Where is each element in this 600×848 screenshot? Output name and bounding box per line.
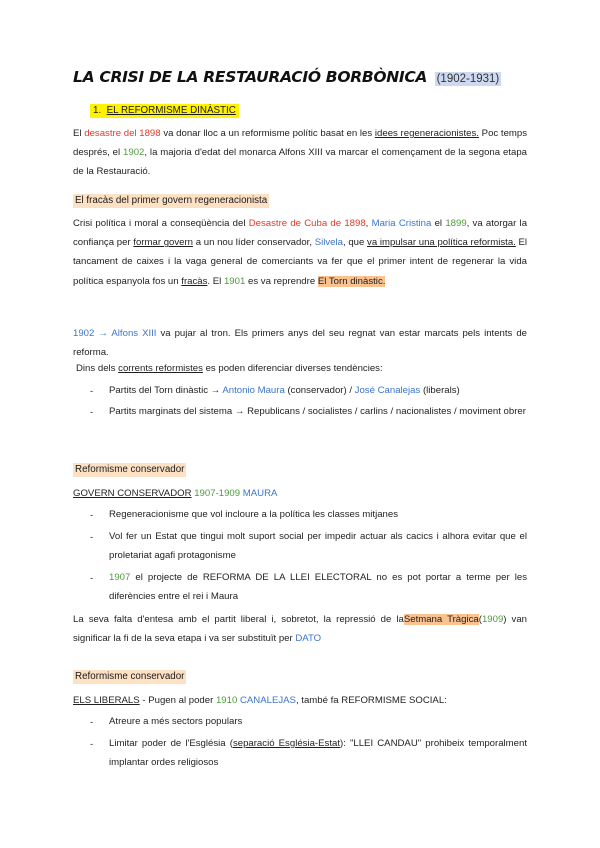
title-years: (1902-1931) [436,73,500,85]
bullet-dash: - [90,407,94,418]
govern-conservador-line: GOVERN CONSERVADOR 1907-1909 MAURA [73,488,278,499]
section-title: EL REFORMISME DINÀSTIC [106,105,236,116]
alfons-xiii: Alfons XIII [111,328,157,339]
list-item: Partits del Torn dinàstic → Antonio Maura (conservador) / José Canalejas (liberals) [109,385,460,396]
silvela: Silvela [314,237,343,249]
dato: DATO [295,633,322,645]
bullet-dash: - [90,532,94,543]
subheading-liberals: Reformisme conservador [75,671,185,682]
bullet-dash: - [90,573,94,584]
section-heading-reformisme [90,104,239,118]
bullet-dash: - [90,717,94,728]
page-title [73,68,501,87]
year-1902: 1902 [123,147,145,159]
idees-regeneracionistes: idees regeneracionistes. [374,128,479,139]
alfons-paragraph: 1902 → Alfons XIII va pujar al tron. Els primers anys del seu regnat van estar marcats pels intents de reforma. [73,328,527,359]
corrents-line: Dins dels corrents reformistes es poden diferenciar diverses tendències: [76,363,383,374]
setmana-tragica: Setmana Tràgica [403,614,479,625]
bullet-dash: - [90,739,94,750]
maria-cristina: Maria Cristina [371,218,432,229]
list-item: Limitar poder de l'Església (separació Església-Estat): "LLEI CANDAU" prohibeix temporalment implantar ordes religiosos [109,738,527,769]
desastre-1898: desastre del 1898 [84,128,161,139]
list-item: Atreure a més sectors populars [109,716,243,727]
desastre-cuba: Desastre de Cuba de 1898 [248,218,366,229]
list-item: Partits marginats del sistema → Republicans / socialistes / carlins / nacionalistes / moviment obrer [109,406,526,417]
fracas-paragraph: Crisi política i moral a conseqüència del Desastre de Cuba de 1898, Maria Cristina el 1899, va atorgar la confiança per formar govern a un nou líder conservador, Silvela, que va impulsar una política reformista. El tancament de caixes i la vaga general de comerciants va fer que el primer intent de regenerar la vida política espanyola fos un fracàs. El 1901 es va reprendre El Torn dinàstic. [73,218,528,287]
title-main: LA CRISI DE LA RESTAURACIÓ BORBÒNICA [73,68,428,86]
liberals-line: ELS LIBERALS - Pugen al poder 1910 CANALEJAS, també fa REFORMISME SOCIAL: [73,695,447,706]
formar-govern: formar govern [133,237,194,249]
intro-paragraph: El desastre del 1898 va donar lloc a un reformisme polític basat en les idees regeneracionistes. Poc temps després, el 1902, la majoria d'edat del monarca Alfons XIII va marcar el començament de la segona etapa de la Restauració. [73,128,528,178]
list-item: 1907 el projecte de REFORMA DE LA LLEI ELECTORAL no es pot portar a terme per les diferències entre el rei i Maura [109,572,527,603]
list-item: Regeneracionisme que vol incloure a la política les classes mitjanes [109,509,399,520]
subheading-fracas: El fracàs del primer govern regeneracionista [75,195,268,206]
section-number: 1. [93,105,102,116]
bullet-dash: - [90,510,94,521]
setmana-paragraph: La seva falta d'entesa amb el partit liberal i, sobretot, la repressió de laSetmana Tràgica(1909) van significar la fi de la seva etapa i va ser substituït per DATO [73,614,527,645]
subheading-conservador: Reformisme conservador [75,464,185,475]
list-item: Vol fer un Estat que tingui molt suport social per impedir actuar als cacics i alhora evitar que el proletariat agafi protagonisme [109,531,527,562]
torn-dinastic: El Torn dinàstic. [317,275,386,287]
bullet-dash: - [90,386,94,397]
